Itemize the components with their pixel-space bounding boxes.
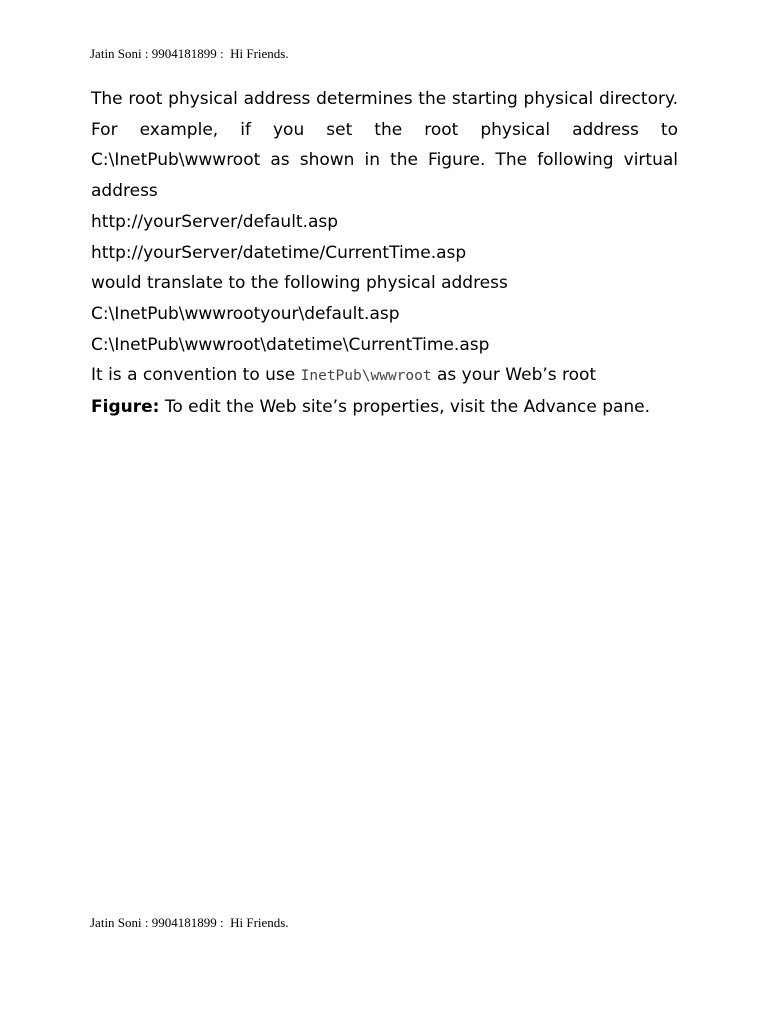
convention-code: InetPub\wwwroot [300, 368, 432, 385]
intro-paragraph: The root physical address determines the starting physical directory. For example, if you set the root physical address to C:\InetPub\wwwroot as shown in the Figure. The following virtual address [91, 89, 678, 202]
url-line-2: http://yourServer/datetime/CurrentTime.asp [91, 242, 467, 263]
convention-prefix: It is a convention to use [91, 365, 296, 386]
translate-text: would translate to the following physical address [91, 273, 508, 294]
page-header: Jatin Soni : 9904181899 : Hi Friends. [90, 46, 289, 61]
path-line-1: C:\InetPub\wwwrootyour\default.asp [91, 303, 400, 324]
figure-caption: To edit the Web site’s properties, visit the Advance pane. [164, 397, 651, 418]
document-body [91, 84, 678, 423]
convention-suffix: as your Web’s root [437, 365, 597, 386]
url-line-1: http://yourServer/default.asp [91, 211, 339, 232]
figure-caption-line [91, 392, 678, 423]
figure-label: Figure: [91, 397, 160, 418]
page-footer: Jatin Soni : 9904181899 : Hi Friends. [90, 915, 289, 930]
path-line-2: C:\InetPub\wwwroot\datetime\CurrentTime.asp [91, 334, 490, 355]
convention-line [91, 360, 678, 392]
